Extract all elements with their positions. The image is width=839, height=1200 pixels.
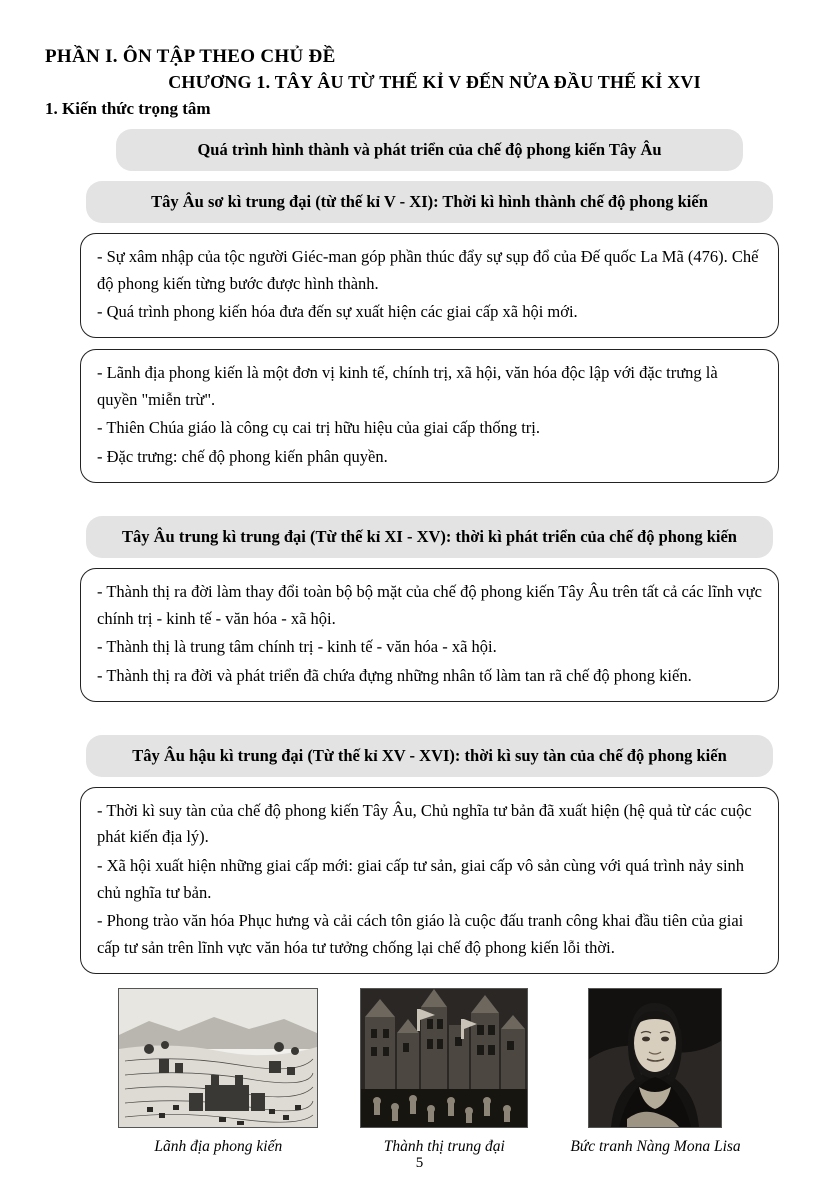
banner-section-late: Tây Âu hậu kì trung đại (Từ thế kỉ XV - XVI): thời kì suy tàn của chế độ phong kiến xyxy=(86,735,773,777)
content-line: - Đặc trưng: chế độ phong kiến phân quyền. xyxy=(97,447,388,467)
content-line: - Lãnh địa phong kiến là một đơn vị kinh tế, chính trị, xã hội, văn hóa độc lập với đặc trưng là quyền "miễn trừ". xyxy=(97,363,718,409)
content-body xyxy=(80,129,779,1158)
content-box xyxy=(80,787,779,974)
figure-item xyxy=(118,988,318,1158)
figure-item xyxy=(360,988,528,1158)
content-line: - Thành thị ra đời và phát triển đã chứa đựng những nhân tố làm tan rã chế độ phong kiến. xyxy=(97,665,692,685)
figure-item xyxy=(570,988,740,1158)
figure-caption: Thành thị trung đại xyxy=(383,1137,505,1155)
content-line: - Thành thị ra đời làm thay đổi toàn bộ bộ mặt của chế độ phong kiến Tây Âu trên tất cả các lĩnh vực chính trị - kinh tế - văn hóa - xã hội. xyxy=(97,581,762,628)
figure-row xyxy=(80,988,779,1158)
figure-caption: Bức tranh Nàng Mona Lisa xyxy=(570,1137,741,1155)
page-title-chapter: CHƯƠNG 1. TÂY ÂU TỪ THẾ KỈ V ĐẾN NỬA ĐẦU THẾ KỈ XVI xyxy=(168,72,701,92)
content-line: - Thành thị là trung tâm chính trị - kinh tế - văn hóa - xã hội. xyxy=(97,637,497,657)
content-line: - Xã hội xuất hiện những giai cấp mới: giai cấp tư sản, giai cấp vô sản cùng với quá trình nảy sinh chủ nghĩa tư bản. xyxy=(97,856,745,902)
page-title-section: 1. Kiến thức trọng tâm xyxy=(45,99,211,118)
page-title-part: PHẦN I. ÔN TẬP THEO CHỦ ĐỀ xyxy=(45,46,336,67)
content-line: - Sự xâm nhập của tộc người Giéc-man góp phần thúc đẩy sự sụp đổ của Đế quốc La Mã (476). Chế độ phong kiến từng bước được hình thành. xyxy=(97,246,759,293)
banner-section-high: Tây Âu trung kì trung đại (Từ thế kỉ XI - XV): thời kì phát triển của chế độ phong kiến xyxy=(86,516,773,558)
banner-section-early: Tây Âu sơ kì trung đại (từ thế kỉ V - XI): Thời kì hình thành chế độ phong kiến xyxy=(86,181,773,223)
content-box xyxy=(80,568,779,702)
content-box xyxy=(80,233,779,338)
content-line: - Phong trào văn hóa Phục hưng và cải cách tôn giáo là cuộc đấu tranh công khai đầu tiên của giai cấp tư sản trên lĩnh vực văn hóa tư tưởng chống lại chế độ phong kiến lỗi thời. xyxy=(97,911,744,958)
figure-caption: Lãnh địa phong kiến xyxy=(154,1137,283,1155)
content-line: - Quá trình phong kiến hóa đưa đến sự xuất hiện các giai cấp xã hội mới. xyxy=(97,302,578,322)
mona-lisa-image xyxy=(588,988,722,1128)
content-box xyxy=(80,349,779,483)
banner-main-topic: Quá trình hình thành và phát triển của chế độ phong kiến Tây Âu xyxy=(116,129,743,171)
page-number: 5 xyxy=(415,1155,424,1171)
engraving-town-image xyxy=(360,988,528,1128)
content-line: - Thời kì suy tàn của chế độ phong kiến Tây Âu, Chủ nghĩa tư bản đã xuất hiện (hệ quả từ các cuộc phát kiến địa lý). xyxy=(97,800,752,847)
engraving-manor-image xyxy=(118,988,318,1128)
content-line: - Thiên Chúa giáo là công cụ cai trị hữu hiệu của giai cấp thống trị. xyxy=(97,418,541,438)
